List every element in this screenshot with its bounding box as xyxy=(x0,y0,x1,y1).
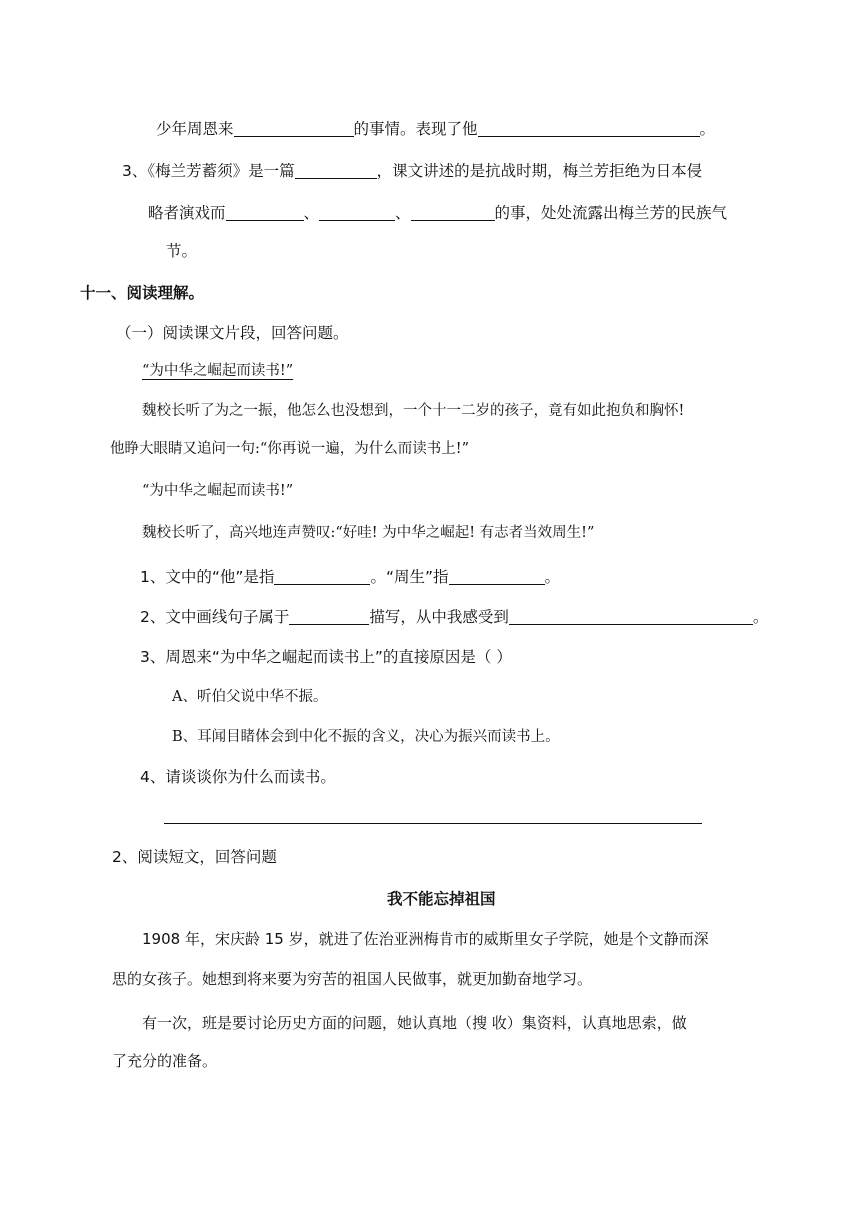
section-11-title: 十一、阅读理解。 xyxy=(80,284,205,302)
text: 略者演戏而 xyxy=(148,204,226,222)
q3-line-2 xyxy=(148,202,727,224)
text: 的事情。表现了他 xyxy=(353,120,478,138)
article-paragraph-line: 思的女孩子。她想到将来要为穷苦的祖国人民做事，就更加勤奋地学习。 xyxy=(112,970,593,988)
option-b[interactable]: B、耳闻目睹体会到中化不振的含义，决心为振兴而读书上。 xyxy=(172,729,560,745)
text: 。 xyxy=(752,608,769,626)
text: 2、文中画线句子属于 xyxy=(140,608,290,626)
text: 、 xyxy=(395,204,411,222)
passage-line: 魏校长听了为之一振，他怎么也没想到，一个十一二岁的孩子，竟有如此抱负和胸怀! xyxy=(142,403,685,419)
blank-field[interactable] xyxy=(295,162,377,179)
blank-field[interactable] xyxy=(226,204,304,221)
text: 。 xyxy=(544,568,561,586)
text: 、 xyxy=(303,204,320,222)
blank-field[interactable] xyxy=(509,608,753,625)
passage-line: “为中华之崛起而读书!” xyxy=(142,483,294,499)
text: 。 xyxy=(699,120,716,138)
article-paragraph-line: 了充分的准备。 xyxy=(112,1052,218,1070)
part1-q4-stem: 4、请谈谈你为什么而读书。 xyxy=(140,768,336,786)
part1-q3-stem: 3、周恩来“为中华之崛起而读书上”的直接原因是（ ） xyxy=(140,648,512,666)
passage-line: 他睁大眼睛又追问一句:“你再说一遍，为什么而读书上!” xyxy=(110,441,470,457)
text: 1、文中的“他”是指 xyxy=(140,568,275,586)
blank-field[interactable] xyxy=(234,120,354,137)
article-paragraph-line: 1908 年，宋庆龄 15 岁，就进了佐治亚洲梅肯市的威斯里女子学院，她是个文静而深 xyxy=(142,930,709,948)
part2-heading: 2、阅读短文，回答问题 xyxy=(112,848,277,866)
blank-field[interactable] xyxy=(449,568,545,585)
blank-field[interactable] xyxy=(319,204,395,221)
part1-heading: （一）阅读课文片段，回答问题。 xyxy=(116,324,349,342)
blank-field[interactable] xyxy=(289,608,369,625)
article-title: 我不能忘掉祖国 xyxy=(387,890,496,908)
text: ，课文讲述的是抗战时期，梅兰芳拒绝为日本侵 xyxy=(376,162,703,180)
text: 3、《梅兰芳蓄须》是一篇 xyxy=(122,162,295,180)
q2-continuation-line xyxy=(156,118,715,140)
text: 描写，从中我感受到 xyxy=(369,608,509,626)
blank-field[interactable] xyxy=(478,120,700,137)
q3-line-1 xyxy=(122,160,702,182)
text: 少年周恩来 xyxy=(156,120,234,138)
blank-field[interactable] xyxy=(274,568,370,585)
part1-q2 xyxy=(140,606,768,628)
q3-line-3 xyxy=(166,240,197,262)
underlined-sentence: “为中华之崛起而读书!” xyxy=(142,363,294,379)
article-paragraph-line: 有一次，班是要讨论历史方面的问题，她认真地（搜 收）集资料，认真地思索，做 xyxy=(142,1014,687,1032)
part1-q1 xyxy=(140,566,560,588)
option-a[interactable]: A、听伯父说中华不振。 xyxy=(172,689,328,705)
text: 的事，处处流露出梅兰芳的民族气 xyxy=(494,204,728,222)
text: 。“周生”指 xyxy=(370,568,449,586)
answer-line[interactable] xyxy=(164,823,702,824)
passage-line: 魏校长听了，高兴地连声赞叹:“好哇! 为中华之崛起! 有志者当效周生!” xyxy=(142,525,595,541)
text: 节。 xyxy=(166,242,198,260)
blank-field[interactable] xyxy=(411,204,495,221)
